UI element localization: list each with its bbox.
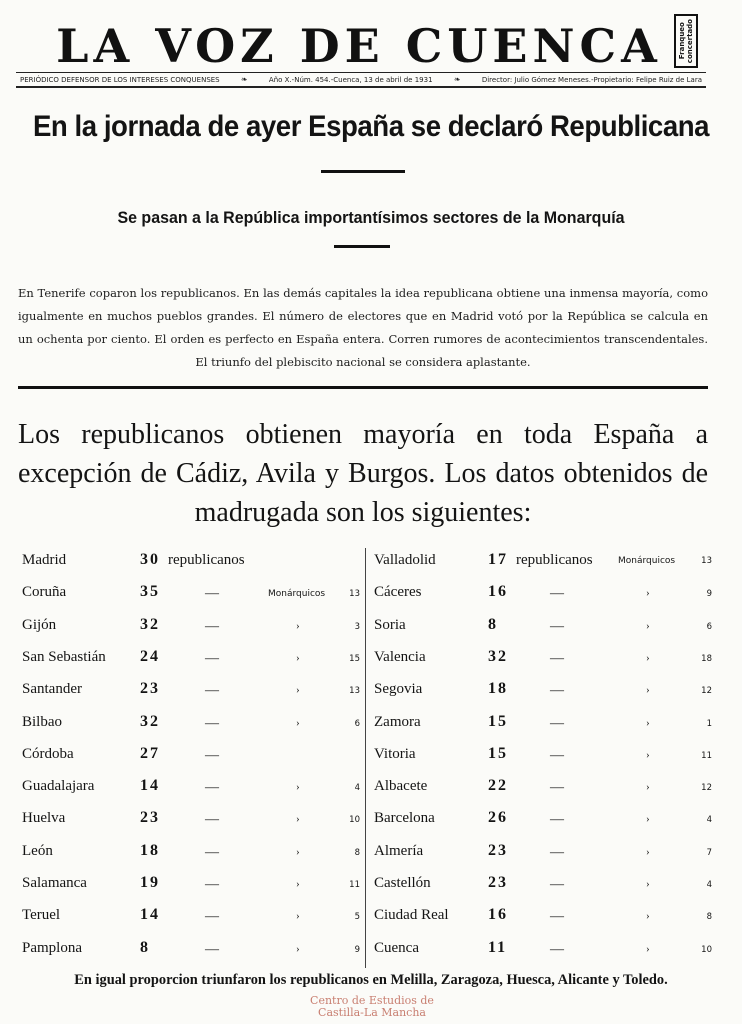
- results-row-right: [0, 649, 742, 669]
- city-name: Cáceres: [374, 584, 422, 601]
- ditto-mark: ›: [646, 684, 650, 697]
- results-row-right: [0, 714, 742, 734]
- monarchist-count: 8: [706, 912, 712, 923]
- city-name: Coruña: [22, 584, 67, 601]
- city-name: Teruel: [22, 907, 61, 924]
- results-row-right: [0, 552, 742, 572]
- republican-count: 14: [140, 777, 160, 795]
- dash-mark: —: [205, 844, 219, 860]
- results-row-right: [0, 746, 742, 766]
- results-row-right: [0, 907, 742, 927]
- monarchist-count: 15: [349, 653, 360, 664]
- dash-mark: —: [550, 812, 564, 828]
- city-name: Córdoba: [22, 745, 74, 762]
- republican-count: 17: [488, 551, 508, 568]
- city-name: Salamanca: [22, 875, 87, 891]
- republican-count: 23: [488, 874, 508, 891]
- info-bar: [16, 72, 706, 88]
- monarchist-count: 10: [701, 944, 712, 955]
- editor-credits: Director: Julio Gómez Meneses.-Propietario: Felipe Ruiz de Lara: [481, 75, 702, 84]
- monarchist-count: 6: [354, 718, 360, 729]
- republican-count: 15: [488, 744, 508, 762]
- monarchist-count: 13: [349, 686, 360, 697]
- dash-mark: —: [550, 941, 564, 957]
- monarchist-count: 4: [354, 783, 360, 794]
- city-name: Pamplona: [22, 939, 82, 956]
- ditto-mark: ›: [646, 878, 650, 890]
- republican-count: 16: [488, 906, 508, 924]
- republicanos-label: republicanos: [168, 552, 245, 568]
- republican-count: 32: [488, 647, 508, 665]
- results-row-right: [0, 810, 742, 830]
- dash-mark: —: [205, 715, 219, 731]
- republican-count: 32: [140, 615, 160, 633]
- subheadline: Se pasan a la República importantísimos sectores de la Monarquía: [117, 208, 625, 227]
- section-rule: [18, 386, 708, 389]
- monarquicos-label: Monárquicos: [268, 589, 326, 600]
- city-name: Valladolid: [374, 552, 436, 568]
- city-name: Segovia: [374, 681, 423, 698]
- ditto-mark: ›: [646, 651, 650, 664]
- results-row-right: [0, 778, 742, 798]
- city-name: Gijón: [22, 616, 57, 633]
- lead-paragraph: Los republicanos obtienen mayoría en toda España a excepción de Cádiz, Avila y Burgos. Los datos obtenidos de madrugada son los siguientes:: [18, 419, 708, 528]
- republican-count: 35: [140, 583, 160, 601]
- ditto-mark: ›: [646, 748, 650, 761]
- dash-mark: —: [205, 877, 219, 892]
- ditto-mark: ›: [646, 587, 650, 600]
- city-name: Huelva: [22, 810, 66, 827]
- monarchist-count: 12: [701, 686, 712, 697]
- newspaper-title: LA VOZ DE CUENCA: [56, 19, 662, 73]
- results-table: [0, 548, 742, 968]
- republican-count: 8: [488, 615, 498, 633]
- city-name: San Sebastián: [22, 648, 106, 665]
- monarchist-count: 10: [349, 815, 360, 826]
- city-name: Valencia: [374, 648, 426, 665]
- monarchist-count: 9: [354, 944, 360, 955]
- republican-count: 8: [140, 938, 150, 956]
- intro-paragraph: En Tenerife coparon los republicanos. En las demás capitales la idea republicana obtiene una inmensa mayoría, como igualmente en muchos pueblos grandes. El número de electores que en Madrid votó por la República se calcula en un ochenta por ciento. El orden es perfecto en España entera. Corren rumores de acontecimientos transcendentales. El triunfo del plebiscito nacional se considera aplastante.: [18, 286, 708, 369]
- republican-count: 23: [140, 680, 160, 698]
- republican-count: 18: [140, 841, 160, 859]
- dash-mark: —: [550, 844, 564, 860]
- footer-note: En igual proporcion triunfaron los republicanos en Melilla, Zaragoza, Huesca, Alicante y Toledo.: [74, 972, 668, 988]
- republican-count: 27: [140, 744, 160, 762]
- monarchist-count: 1: [706, 718, 712, 729]
- results-row-right: [0, 843, 742, 863]
- ditto-mark: ›: [296, 619, 300, 632]
- results-row-right: [0, 681, 742, 701]
- subhead-rule: [334, 245, 390, 248]
- franqueo-stamp: [674, 14, 698, 68]
- dash-mark: —: [205, 650, 219, 666]
- monarchist-count: 4: [706, 880, 712, 890]
- monarchist-count: 9: [706, 589, 712, 600]
- republican-count: 19: [140, 874, 160, 891]
- dash-mark: —: [205, 812, 219, 828]
- republican-count: 24: [140, 647, 160, 665]
- dash-mark: —: [550, 780, 564, 796]
- dash-mark: —: [550, 650, 564, 666]
- ditto-mark: ›: [646, 619, 650, 632]
- ditto-mark: ›: [646, 910, 650, 923]
- city-name: Guadalajara: [22, 778, 95, 795]
- monarquicos-label: Monárquicos: [618, 556, 676, 566]
- masthead: [14, 10, 714, 73]
- city-name: León: [22, 842, 53, 859]
- ditto-mark: ›: [296, 942, 300, 955]
- dash-mark: —: [205, 618, 219, 634]
- dash-mark: —: [205, 780, 219, 796]
- republicanos-label: republicanos: [516, 552, 593, 568]
- ditto-mark: ›: [296, 878, 300, 890]
- monarchist-count: 8: [354, 847, 360, 858]
- ditto-mark: ›: [296, 651, 300, 664]
- dash-mark: —: [205, 586, 219, 602]
- ditto-mark: ›: [646, 716, 650, 729]
- city-name: Almería: [374, 842, 424, 859]
- ditto-mark: ›: [646, 845, 650, 858]
- republican-count: 11: [488, 938, 508, 956]
- results-row-right: [0, 617, 742, 637]
- ditto-mark: ›: [296, 684, 300, 697]
- city-name: Zamora: [374, 713, 421, 730]
- city-name: Santander: [22, 681, 82, 698]
- fleuron-icon: ❧: [240, 75, 248, 84]
- dash-mark: —: [550, 618, 564, 634]
- ditto-mark: ›: [646, 942, 650, 955]
- city-name: Castellón: [374, 875, 431, 891]
- city-name: Cuenca: [374, 939, 419, 956]
- monarchist-count: 4: [706, 815, 712, 826]
- republican-count: 15: [488, 712, 508, 730]
- dash-mark: —: [550, 747, 564, 763]
- tagline: PERIÓDICO DEFENSOR DE LOS INTERESES CONQUENSES: [20, 75, 220, 84]
- ditto-mark: ›: [296, 716, 300, 729]
- results-row-right: [0, 584, 742, 604]
- monarchist-count: 11: [349, 880, 360, 890]
- archive-watermark: Centro de Estudios de Castilla-La Mancha: [310, 994, 434, 1019]
- monarchist-count: 6: [706, 621, 712, 632]
- city-name: Madrid: [22, 552, 67, 568]
- monarchist-count: 5: [354, 912, 360, 923]
- dash-mark: —: [550, 683, 564, 699]
- republican-count: 23: [488, 841, 508, 859]
- dash-mark: —: [550, 877, 564, 892]
- dash-mark: —: [205, 941, 219, 957]
- city-name: Barcelona: [374, 810, 435, 827]
- ditto-mark: ›: [646, 813, 650, 826]
- city-name: Soria: [374, 616, 406, 633]
- city-name: Vitoria: [374, 745, 416, 762]
- dash-mark: —: [550, 909, 564, 925]
- dash-mark: —: [205, 747, 219, 763]
- dash-mark: —: [550, 715, 564, 731]
- monarchist-count: 11: [701, 750, 712, 761]
- dash-mark: —: [205, 909, 219, 925]
- results-row-right: [0, 940, 742, 960]
- ditto-mark: ›: [296, 910, 300, 923]
- republican-count: 32: [140, 712, 160, 730]
- fleuron-icon: ❧: [453, 75, 461, 84]
- main-headline: En la jornada de ayer España se declaró Republicana: [32, 110, 710, 143]
- monarchist-count: 3: [354, 621, 360, 632]
- republican-count: 30: [140, 551, 160, 568]
- ditto-mark: ›: [296, 813, 300, 826]
- ditto-mark: ›: [296, 845, 300, 858]
- ditto-mark: ›: [646, 781, 650, 794]
- ditto-mark: ›: [296, 781, 300, 794]
- monarchist-count: 7: [706, 847, 712, 858]
- republican-count: 26: [488, 809, 508, 827]
- dash-mark: —: [550, 586, 564, 602]
- republican-count: 16: [488, 583, 508, 601]
- headline-rule: [321, 170, 405, 173]
- monarchist-count: 18: [701, 653, 712, 664]
- dash-mark: —: [205, 683, 219, 699]
- city-name: Bilbao: [22, 713, 62, 730]
- republican-count: 23: [140, 809, 160, 827]
- city-name: Ciudad Real: [374, 907, 449, 924]
- franqueo-label: Franqueo concertado: [678, 18, 694, 64]
- republican-count: 18: [488, 680, 508, 698]
- monarchist-count: 13: [349, 589, 360, 600]
- republican-count: 22: [488, 777, 508, 795]
- monarchist-count: 12: [701, 783, 712, 794]
- republican-count: 14: [140, 906, 160, 924]
- issue-date: Año X.-Núm. 454.-Cuenca, 13 de abril de 1931: [268, 75, 433, 84]
- city-name: Albacete: [374, 778, 428, 795]
- results-row-right: [0, 875, 742, 895]
- monarchist-count: 13: [701, 556, 712, 566]
